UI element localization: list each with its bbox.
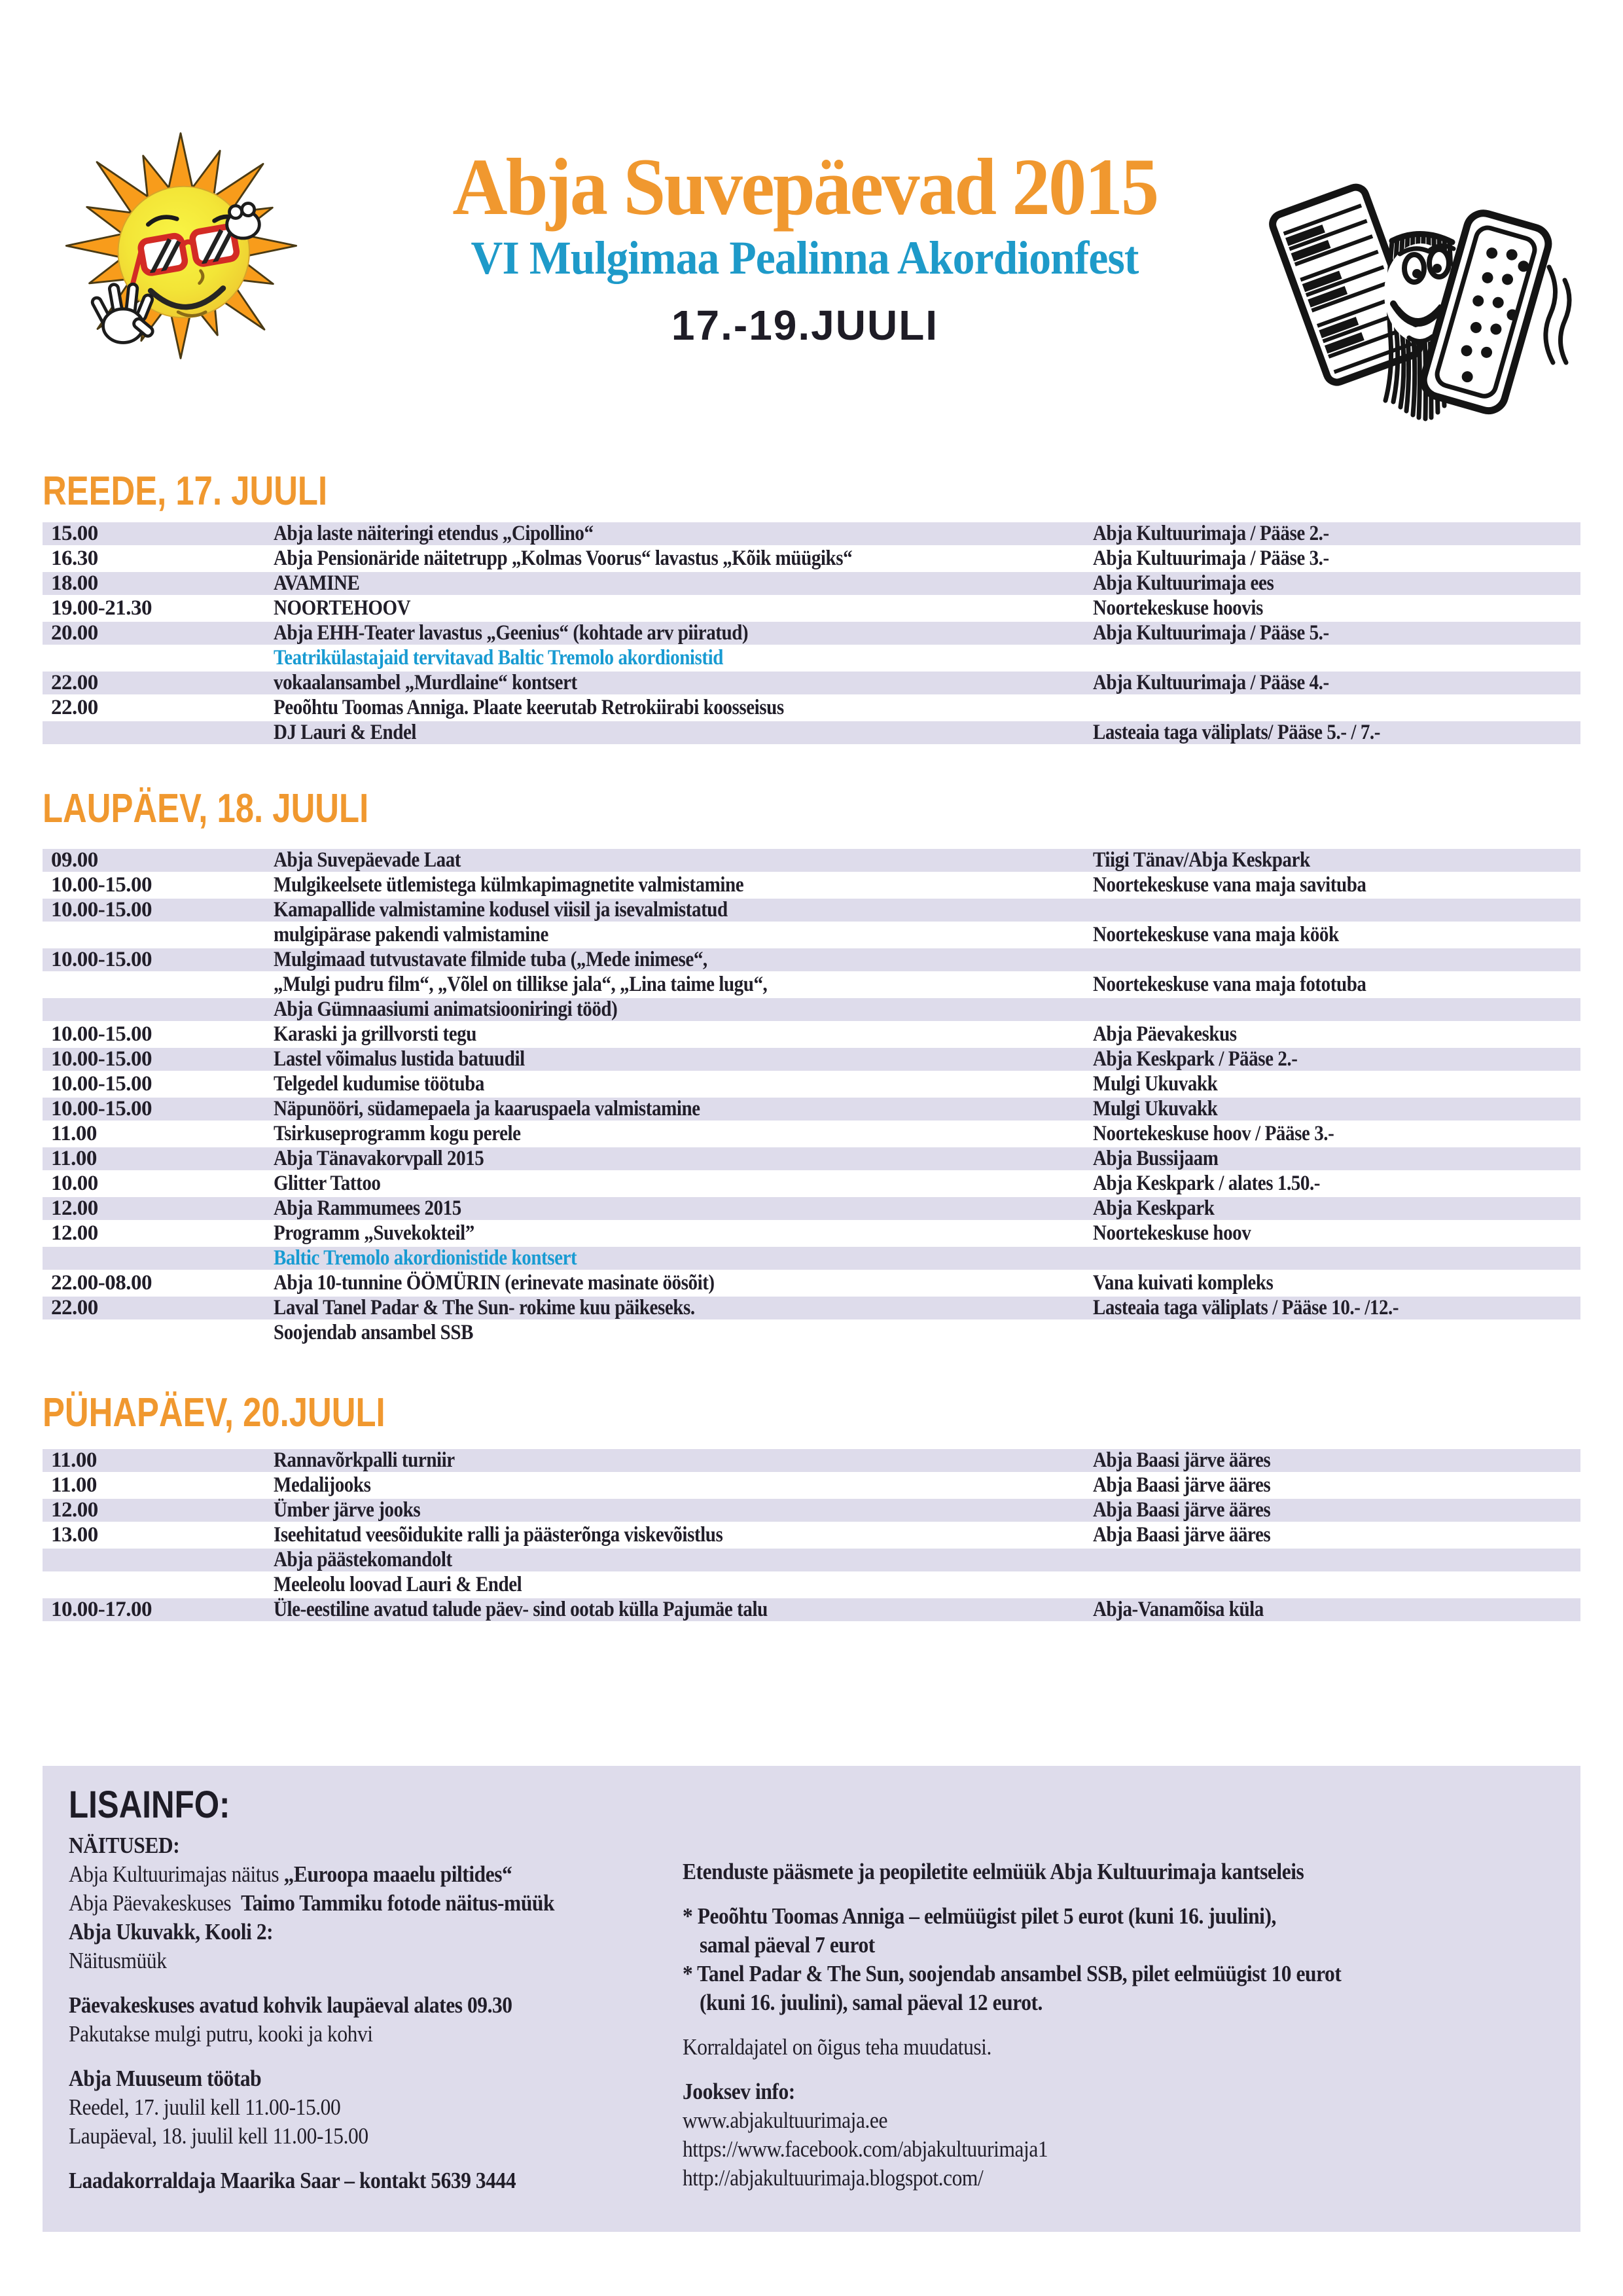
schedule-row [43, 899, 1580, 924]
row-location: Mulgi Ukuvakk [1093, 1072, 1218, 1096]
row-description: Mulgikeelsete ütlemistega külmkapimagnetite valmistamine [274, 873, 744, 897]
row-time: 22.00 [51, 696, 98, 719]
section-title: REEDE, 17. JUULI [43, 469, 328, 514]
info-line: Näitusmüük [69, 1948, 167, 1973]
row-description: Abja Tänavakorvpall 2015 [274, 1147, 484, 1170]
schedule-row [43, 1147, 1580, 1172]
row-location: Vana kuivati kompleks [1093, 1271, 1274, 1295]
schedule-section [43, 470, 1580, 746]
row-time: 10.00-15.00 [51, 948, 152, 971]
info-line: * Tanel Padar & The Sun, soojendab ansambel SSB, pilet eelmüügist 10 eurot [683, 1961, 1342, 1986]
row-description: Programm „Suvekokteil” [274, 1221, 474, 1245]
schedule-row [43, 1524, 1580, 1549]
schedule-row [43, 1197, 1580, 1222]
schedule-row [43, 1247, 1580, 1272]
info-left-column [69, 1831, 671, 2195]
schedule-row [43, 622, 1580, 647]
schedule-row [43, 1321, 1580, 1346]
row-time: 15.00 [51, 522, 98, 545]
row-location: Abja Baasi järve ääres [1093, 1523, 1271, 1547]
row-time: 11.00 [51, 1147, 97, 1170]
row-location: Noortekeskuse vana maja fototuba [1093, 973, 1366, 996]
section-title: PÜHAPÄEV, 20.JUULI [43, 1390, 385, 1435]
row-location: Abja Bussijaam [1093, 1147, 1219, 1170]
schedule-row [43, 696, 1580, 721]
row-description: Karaski ja grillvorsti tegu [274, 1022, 476, 1046]
row-time: 11.00 [51, 1473, 97, 1497]
schedule-row [43, 597, 1580, 622]
row-location: Abja Keskpark / alates 1.50.- [1093, 1172, 1321, 1195]
row-time: 10.00-15.00 [51, 873, 152, 897]
row-time: 18.00 [51, 571, 98, 595]
info-line: Korraldajatel on õigus teha muudatusi. [683, 2034, 991, 2060]
row-location: Noortekeskuse vana maja köök [1093, 923, 1339, 946]
info-line: Abja Ukuvakk, Kooli 2: [69, 1919, 274, 1945]
row-description: Abja Gümnaasiumi animatsiooniringi tööd) [274, 997, 618, 1021]
info-line: http://abjakultuurimaja.blogspot.com/ [683, 2165, 984, 2191]
row-description: Abja 10-tunnine ÖÖMÜRIN (erinevate masinate öösõit) [274, 1271, 715, 1295]
row-time: 10.00-17.00 [51, 1598, 152, 1621]
schedule-row [43, 647, 1580, 672]
info-line: Etenduste pääsmete ja peopiletite eelmüük Abja Kultuurimaja kantseleis [683, 1859, 1304, 1884]
row-description: „Mulgi pudru film“, „Võlel on tillikse jala“, „Lina taime lugu“, [274, 973, 768, 996]
row-description: Kamapallide valmistamine kodusel viisil ja isevalmistatud [274, 898, 728, 922]
row-description: Medalijooks [274, 1473, 371, 1497]
schedule-row [43, 1549, 1580, 1573]
schedule-row [43, 948, 1580, 973]
schedule-row [43, 1098, 1580, 1122]
info-line: Päevakeskuses avatud kohvik laupäeval alates 09.30 [69, 1992, 512, 2018]
schedule-row [43, 1474, 1580, 1499]
row-location: Lasteaia taga väliplats/ Pääse 5.- / 7.- [1093, 721, 1380, 744]
schedule-row [43, 672, 1580, 696]
schedule-row [43, 547, 1580, 572]
row-time: 10.00-15.00 [51, 1047, 152, 1071]
row-location: Abja Keskpark / Pääse 2.- [1093, 1047, 1298, 1071]
page-subtitle: VI Mulgimaa Pealinna Akordionfest [471, 232, 1139, 284]
row-description: Peoõhtu Toomas Anniga. Plaate keerutab Retrokiirabi koosseisus [274, 696, 784, 719]
row-description: NOORTEHOOV [274, 596, 411, 620]
schedule-row [43, 1172, 1580, 1197]
row-time: 10.00-15.00 [51, 1022, 152, 1046]
row-location: Abja Baasi järve ääres [1093, 1473, 1271, 1497]
row-location: Abja Kultuurimaja / Pääse 3.- [1093, 547, 1329, 570]
row-description: Ümber järve jooks [274, 1498, 421, 1522]
row-location: Abja Kultuurimaja / Pääse 2.- [1093, 522, 1329, 545]
row-description: Abja Suvepäevade Laat [274, 848, 461, 872]
row-location: Abja Keskpark [1093, 1196, 1215, 1220]
schedule-row [43, 1073, 1580, 1098]
row-location: Abja Baasi järve ääres [1093, 1498, 1271, 1522]
info-line: Abja Muuseum töötab [69, 2066, 262, 2091]
schedule-row [43, 1048, 1580, 1073]
row-description: Iseehitatud veesõidukite ralli ja päästerõnga viskevõistlus [274, 1523, 723, 1547]
schedule-row [43, 1598, 1580, 1623]
row-time: 11.00 [51, 1122, 97, 1145]
row-location: Noortekeskuse hoovis [1093, 596, 1263, 620]
row-location: Abja-Vanamõisa küla [1093, 1598, 1264, 1621]
info-line: Reedel, 17. juulil kell 11.00-15.00 [69, 2094, 341, 2120]
row-location: Noortekeskuse hoov / Pääse 3.- [1093, 1122, 1334, 1145]
info-line: www.abjakultuurimaja.ee [683, 2108, 887, 2133]
schedule-section [43, 787, 1580, 1346]
schedule-row [43, 874, 1580, 899]
info-line: Jooksev info: [683, 2079, 795, 2104]
row-description: Lastel võimalus lustida batuudil [274, 1047, 525, 1071]
row-description: mulgipärase pakendi valmistamine [274, 923, 548, 946]
row-description: DJ Lauri & Endel [274, 721, 417, 744]
info-line: Abja Päevakeskuses Taimo Tammiku fotode näitus-müük [69, 1890, 555, 1916]
schedule-row [43, 572, 1580, 597]
row-time: 19.00-21.30 [51, 596, 152, 620]
schedule-row [43, 1573, 1580, 1598]
row-location: Abja Kultuurimaja / Pääse 5.- [1093, 621, 1329, 645]
row-time: 12.00 [51, 1196, 98, 1220]
event-dates: 17.-19.JUULI [671, 302, 939, 349]
schedule-row [43, 1122, 1580, 1147]
schedule-row [43, 849, 1580, 874]
row-description: Abja EHH-Teater lavastus „Geenius“ (kohtade arv piiratud) [274, 621, 749, 645]
schedule-row [43, 924, 1580, 948]
info-line: Abja Kultuurimajas näitus „Euroopa maaelu piltides“ [69, 1861, 512, 1887]
row-location: Tiigi Tänav/Abja Keskpark [1093, 848, 1310, 872]
row-location: Noortekeskuse vana maja savituba [1093, 873, 1366, 897]
row-description: Soojendab ansambel SSB [274, 1321, 474, 1344]
row-time: 13.00 [51, 1523, 98, 1547]
row-description: Üle-eestiline avatud talude päev- sind ootab külla Pajumäe talu [274, 1598, 768, 1621]
row-description: Meeleolu loovad Lauri & Endel [274, 1573, 522, 1596]
schedule-row [43, 522, 1580, 547]
info-line: Laadakorraldaja Maarika Saar – kontakt 5639 3444 [69, 2168, 516, 2193]
schedule-row [43, 1449, 1580, 1474]
row-description: Abja päästekomandolt [274, 1548, 452, 1571]
schedule-table [43, 522, 1580, 746]
schedule-row [43, 1023, 1580, 1048]
row-time: 12.00 [51, 1498, 98, 1522]
row-description: Glitter Tattoo [274, 1172, 381, 1195]
schedule-row [43, 973, 1580, 998]
schedule-table [43, 1449, 1580, 1623]
additional-info-box [43, 1766, 1580, 2232]
row-description: Näpunööri, südamepaela ja kaaruspaela valmistamine [274, 1097, 700, 1121]
schedule-row [43, 721, 1580, 746]
row-description: Mulgimaad tutvustavate filmide tuba („Mede inimese“, [274, 948, 707, 971]
row-description: Abja Pensionäride näitetrupp „Kolmas Voorus“ lavastus „Kõik müügiks“ [274, 547, 853, 570]
row-description: Teatrikülastajaid tervitavad Baltic Tremolo akordionistid [274, 646, 723, 670]
row-location: Abja Kultuurimaja ees [1093, 571, 1274, 595]
row-time: 16.30 [51, 547, 98, 570]
row-time: 22.00 [51, 1296, 98, 1319]
schedule-row [43, 1272, 1580, 1297]
row-location: Abja Kultuurimaja / Pääse 4.- [1093, 671, 1329, 694]
schedule-table [43, 849, 1580, 1346]
info-line: samal päeval 7 eurot [700, 1932, 875, 1958]
row-time: 09.00 [51, 848, 98, 872]
row-location: Abja Baasi järve ääres [1093, 1448, 1271, 1472]
row-description: Tsirkuseprogramm kogu perele [274, 1122, 521, 1145]
row-description: Telgedel kudumise töötuba [274, 1072, 484, 1096]
schedule-row [43, 1297, 1580, 1321]
row-location: Noortekeskuse hoov [1093, 1221, 1251, 1245]
info-right-column [683, 1857, 1566, 2193]
row-time: 10.00-15.00 [51, 898, 152, 922]
row-description: Baltic Tremolo akordionistide kontsert [274, 1246, 577, 1270]
info-line: NÄITUSED: [69, 1833, 180, 1858]
info-line: Pakutakse mulgi putru, kooki ja kohvi [69, 2021, 373, 2047]
info-line: (kuni 16. juulini), samal päeval 12 eurot. [700, 1990, 1043, 2015]
row-location: Abja Päevakeskus [1093, 1022, 1237, 1046]
row-time: 12.00 [51, 1221, 98, 1245]
schedule-row [43, 998, 1580, 1023]
row-time: 10.00-15.00 [51, 1072, 152, 1096]
row-description: AVAMINE [274, 571, 360, 595]
row-description: Rannavõrkpalli turniir [274, 1448, 455, 1472]
row-description: Abja Rammumees 2015 [274, 1196, 461, 1220]
row-description: Abja laste näiteringi etendus „Cipollino“ [274, 522, 594, 545]
row-time: 22.00 [51, 671, 98, 694]
row-time: 22.00-08.00 [51, 1271, 152, 1295]
section-title: LAUPÄEV, 18. JUULI [43, 786, 369, 831]
info-line: Laupäeval, 18. juulil kell 11.00-15.00 [69, 2123, 368, 2149]
row-time: 11.00 [51, 1448, 97, 1472]
page-title: Abja Suvepäevad 2015 [452, 142, 1158, 232]
schedule-row [43, 1499, 1580, 1524]
row-time: 20.00 [51, 621, 98, 645]
row-description: Laval Tanel Padar & The Sun- rokime kuu päikeseks. [274, 1296, 695, 1319]
info-line: * Peoõhtu Toomas Anniga – eelmüügist pilet 5 eurot (kuni 16. juulini), [683, 1903, 1276, 1929]
row-location: Lasteaia taga väliplats / Pääse 10.- /12.- [1093, 1296, 1399, 1319]
info-title: LISAINFO: [69, 1784, 230, 1826]
row-time: 10.00-15.00 [51, 1097, 152, 1121]
schedule-section [43, 1391, 1580, 1623]
row-location: Mulgi Ukuvakk [1093, 1097, 1218, 1121]
schedule-row [43, 1222, 1580, 1247]
row-description: vokaalansambel „Murdlaine“ kontsert [274, 671, 577, 694]
info-line: https://www.facebook.com/abjakultuurimaja1 [683, 2136, 1048, 2162]
row-time: 10.00 [51, 1172, 98, 1195]
